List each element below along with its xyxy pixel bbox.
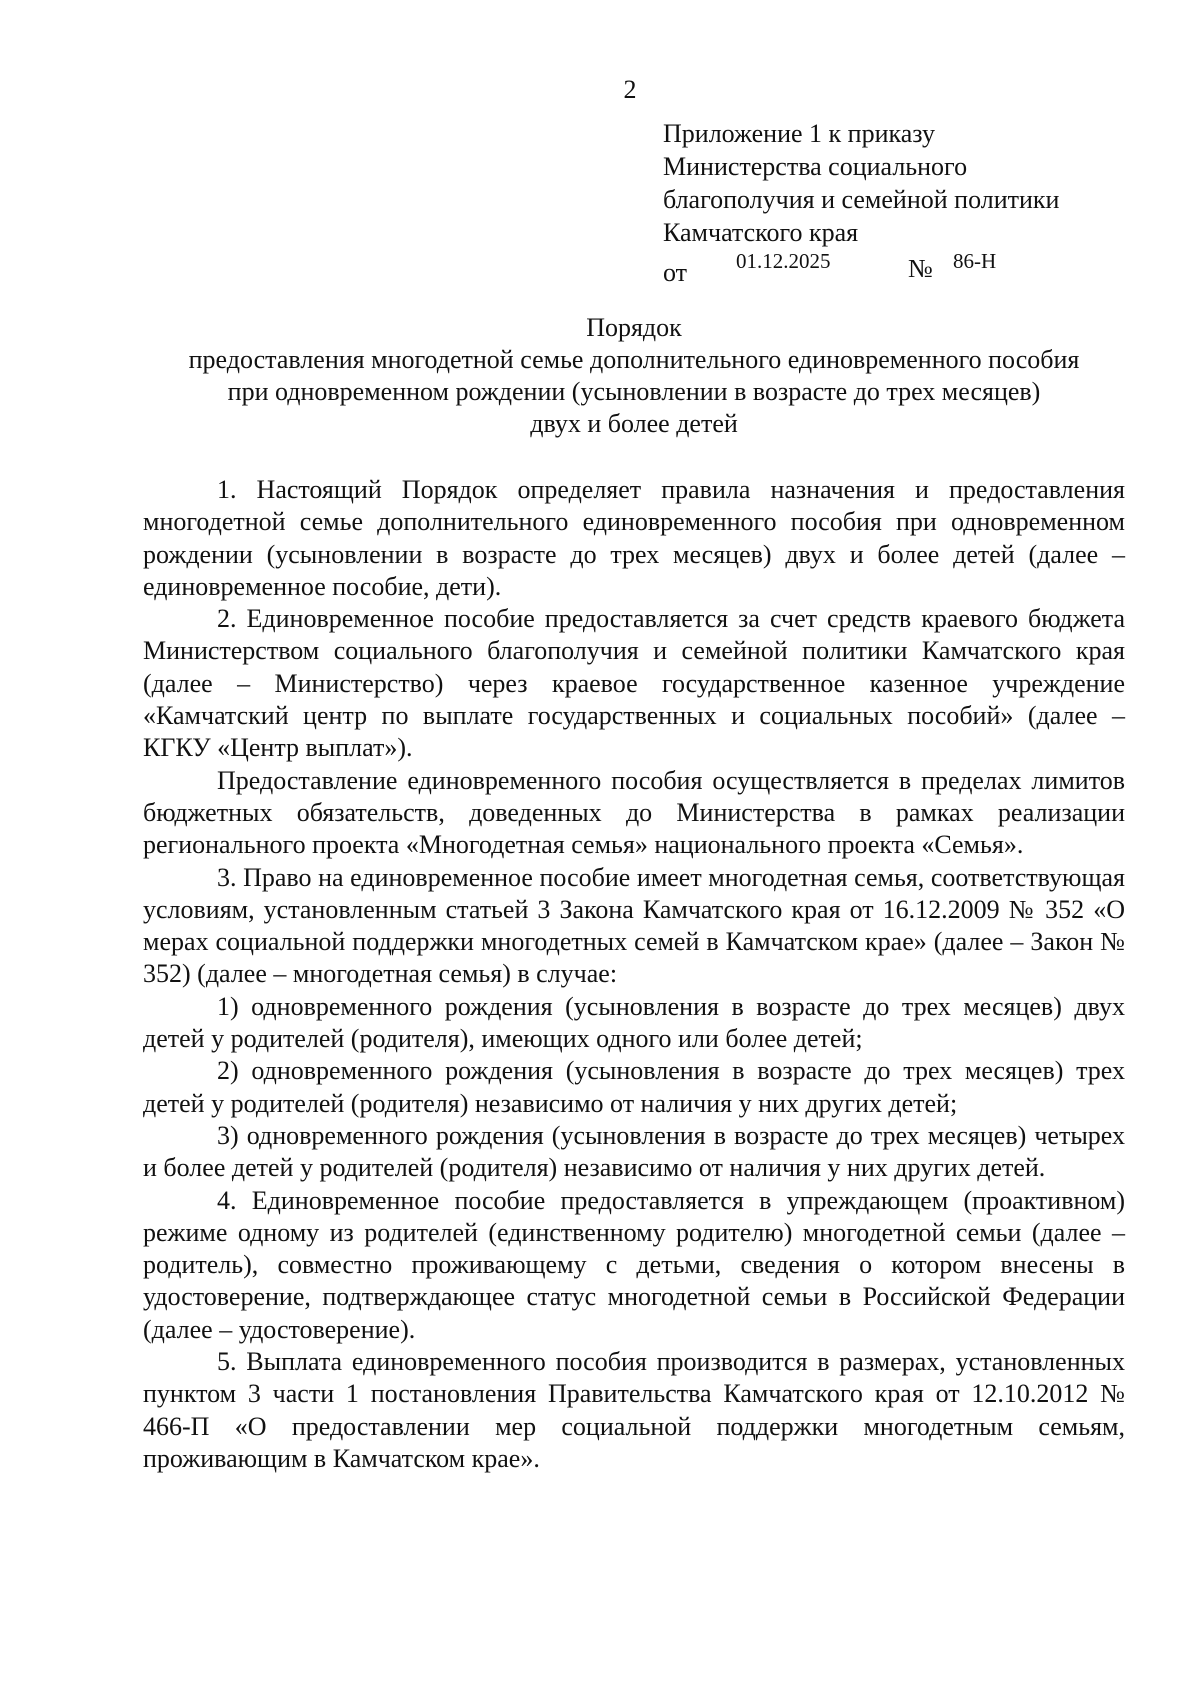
from-label: от (663, 258, 688, 287)
paragraph: 1. Настоящий Порядок определяет правила назначения и предоставления многодетной семье дополнительного единовременного пособия при одновременном рождении (усыновлении в возрасте до трех месяцев) двух и более детей (далее – единовременное пособие, дети). (143, 475, 1125, 601)
appendix-line: Министерства социального (663, 152, 968, 181)
order-date: 01.12.2025 (736, 249, 831, 273)
title-line: при одновременном рождении (усыновлении в возрасте до трех месяцев) (227, 377, 1041, 406)
title-line: предоставления многодетной семье дополнительного единовременного пособия (188, 345, 1080, 374)
order-requisites (663, 249, 1183, 289)
title-line: двух и более детей (530, 409, 738, 438)
appendix-header (663, 117, 1183, 289)
order-number: 86-Н (953, 249, 997, 273)
number-label: № (908, 254, 933, 283)
page-number: 2 (623, 75, 637, 104)
document-body (143, 474, 1125, 1475)
paragraph: 5. Выплата единовременного пособия производится в размерах, установленных пунктом 3 части 1 постановления Правительства Камчатского края от 12.10.2012 № 466-П «О предоставлении мер социальной поддержки многодетным семьям, проживающим в Камчатском крае». (143, 1347, 1125, 1473)
paragraph: 4. Единовременное пособие предоставляется в упреждающем (проактивном) режиме одному из родителей (единственному родителю) многодетной семьи (далее – родитель), совместно проживающему с детьми, сведения о котором внесены в удостоверение, подтверждающее статус многодетной семьи в Российской Федерации (далее – удостоверение). (143, 1185, 1125, 1344)
paragraph: Предоставление единовременного пособия осуществляется в пределах лимитов бюджетных обязательств, доведенных до Министерства в рамках реализации регионального проекта «Многодетная семья» национального проекта «Семья». (143, 765, 1125, 860)
title-line: Порядок (586, 313, 682, 342)
paragraph: 3. Право на единовременное пособие имеет многодетная семья, соответствующая условиям, установленным статьей 3 Закона Камчатского края от 16.12.2009 № 352 «О мерах социальной поддержки многодетных семей в Камчатском крае» (далее – Закон № 352) (далее – многодетная семья) в случае: (143, 862, 1125, 989)
paragraph: 2) одновременного рождения (усыновления в возрасте до трех месяцев) трех детей у родителей (родителя) независимо от наличия у них других детей; (143, 1056, 1125, 1118)
paragraph: 1) одновременного рождения (усыновления в возрасте до трех месяцев) двух детей у родителей (родителя), имеющих одного или более детей; (143, 991, 1125, 1054)
appendix-line: благополучия и семейной политики (663, 185, 1060, 214)
document-title (143, 312, 1125, 440)
paragraph: 3) одновременного рождения (усыновления в возрасте до трех месяцев) четырех и более детей у родителей (родителя) независимо от наличия у них других детей. (143, 1120, 1125, 1183)
paragraph: 2. Единовременное пособие предоставляется за счет средств краевого бюджета Министерством социального благополучия и семейной политики Камчатского края (далее – Министерство) через краевое государственное казенное учреждение «Камчатский центр по выплате государственных и социальных пособий» (далее – КГКУ «Центр выплат»). (143, 604, 1125, 763)
appendix-line: Приложение 1 к приказу (663, 119, 936, 148)
appendix-line: Камчатского края (663, 218, 859, 247)
